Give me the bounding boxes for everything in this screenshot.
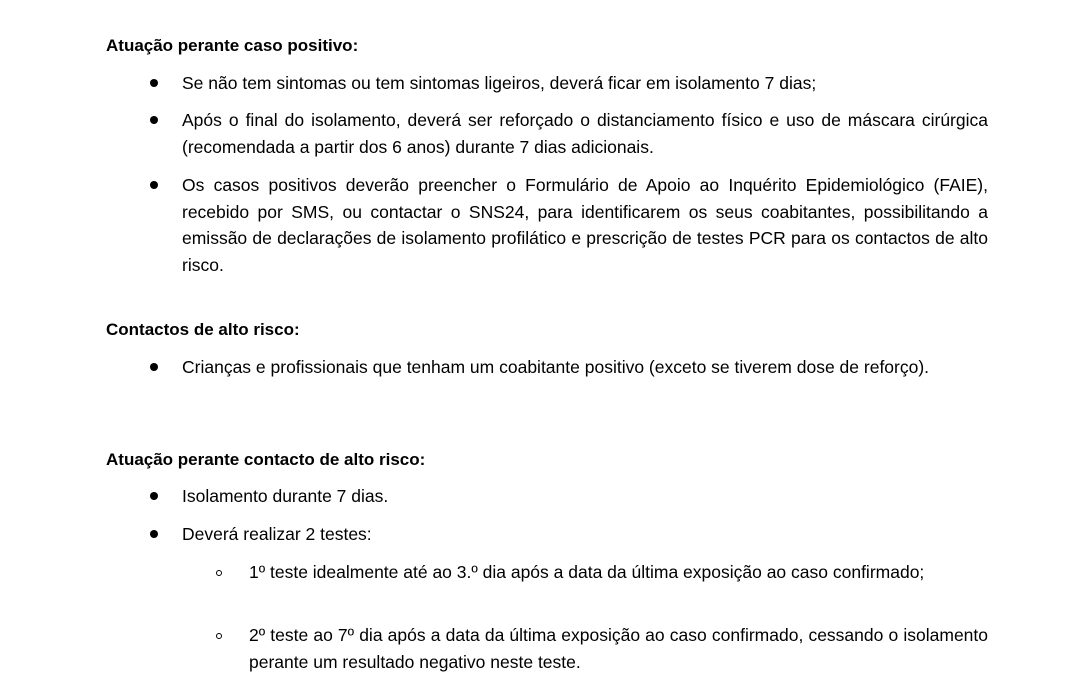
list-item: Crianças e profissionais que tenham um coabitante positivo (exceto se tiverem dose de reforço). (182, 357, 930, 377)
section-heading-high-risk-action: Atuação perante contacto de alto risco: (106, 450, 426, 469)
sub-bullet-icon (216, 633, 222, 639)
bullet-icon (150, 363, 158, 371)
sub-bullet-icon (216, 570, 222, 576)
bullet-icon (150, 79, 158, 87)
bullet-icon (150, 181, 158, 189)
section-heading-high-risk-contacts: Contactos de alto risco: (106, 320, 300, 339)
list-item: Deverá realizar 2 testes: (182, 524, 372, 544)
sub-list-item: 1º teste idealmente até ao 3.º dia após a data da última exposição ao caso confirmado; (249, 562, 925, 582)
bullet-icon (150, 492, 158, 500)
list-item: Os casos positivos deverão preencher o Formulário de Apoio ao Inquérito Epidemiológico (FAIE), recebido por SMS, ou contactar o SNS24, para identificarem os seus coabitantes, possibilitando a emissão de declarações de isolamento profilático e prescrição de testes PCR para os contactos de alto risco. (182, 175, 988, 275)
list-item: Se não tem sintomas ou tem sintomas ligeiros, deverá ficar em isolamento 7 dias; (182, 73, 817, 93)
bullet-icon (150, 116, 158, 124)
bullet-icon (150, 530, 158, 538)
list-item: Isolamento durante 7 dias. (182, 486, 389, 506)
section-heading-positive-case: Atuação perante caso positivo: (106, 36, 359, 55)
list-item: Após o final do isolamento, deverá ser reforçado o distanciamento físico e uso de máscara cirúrgica (recomendada a partir dos 6 anos) durante 7 dias adicionais. (182, 110, 988, 157)
sub-list-item: 2º teste ao 7º dia após a data da última exposição ao caso confirmado, cessando o isolamento perante um resultado negativo neste teste. (249, 625, 988, 672)
